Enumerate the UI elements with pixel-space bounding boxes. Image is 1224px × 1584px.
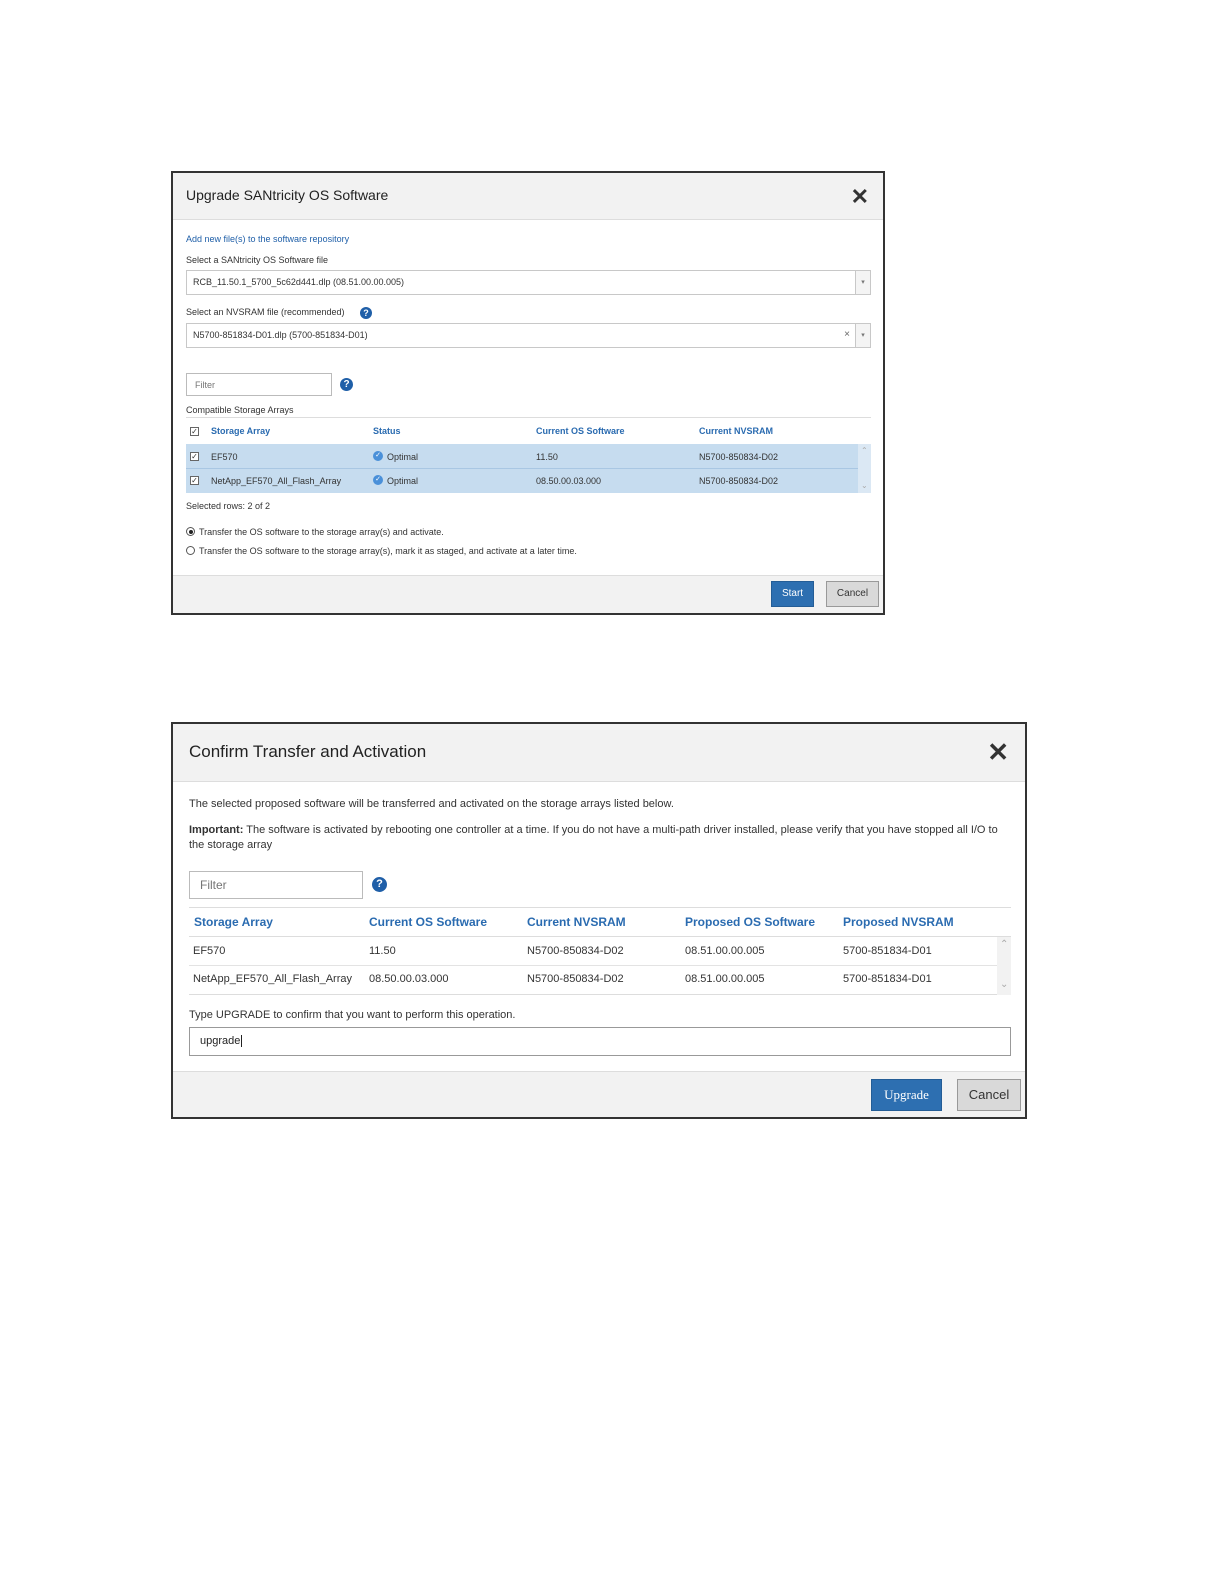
close-icon[interactable]: ✕ [987, 737, 1009, 767]
radio-activate-now-label[interactable]: Transfer the OS software to the storage array(s) and activate. [199, 527, 444, 537]
clear-icon[interactable]: × [844, 329, 850, 340]
scroll-down-icon[interactable]: ⌄ [861, 481, 868, 490]
column-header-current-os[interactable]: Current OS Software [369, 915, 488, 929]
table-row[interactable] [189, 966, 997, 995]
column-header-current-os[interactable]: Current OS Software [536, 426, 625, 436]
cell-current-os: 11.50 [369, 945, 396, 957]
radio-stage-activate-later-label[interactable]: Transfer the OS software to the storage array(s), mark it as staged, and activate at a later time. [199, 546, 577, 556]
confirm-prompt: Type UPGRADE to confirm that you want to perform this operation. [189, 1009, 516, 1021]
important-text: The software is activated by rebooting one controller at a time. If you do not have a multi-path driver installed, please verify that you have stopped all I/O to the storage array [189, 824, 998, 851]
close-icon[interactable]: ✕ [850, 184, 869, 209]
table-scrollbar[interactable] [997, 937, 1011, 995]
table-row[interactable] [186, 469, 858, 493]
cell-proposed-os: 08.51.00.00.005 [685, 945, 765, 957]
scroll-up-icon[interactable]: ⌃ [861, 446, 868, 455]
help-icon[interactable]: ? [360, 307, 372, 319]
cell-current-nvsram: N5700-850834-D02 [527, 945, 624, 957]
chevron-down-icon[interactable]: ▾ [855, 324, 870, 347]
row-checkbox[interactable]: ✓ [191, 452, 198, 461]
filter-input[interactable] [186, 373, 332, 396]
cell-storage-array: NetApp_EF570_All_Flash_Array [211, 476, 342, 486]
help-icon[interactable]: ? [372, 877, 387, 892]
radio-activate-now[interactable] [186, 527, 195, 536]
dialog-header [173, 724, 1025, 782]
column-header-storage-array[interactable]: Storage Array [211, 426, 271, 436]
scroll-down-icon[interactable]: ⌄ [1000, 979, 1009, 990]
important-note [189, 823, 1011, 853]
table-row[interactable] [189, 937, 997, 966]
dialog-title: Upgrade SANtricity OS Software [186, 187, 389, 203]
cell-current-os: 11.50 [536, 452, 558, 462]
select-all-checkbox[interactable]: ✓ [191, 427, 198, 436]
confirm-transfer-dialog [171, 722, 1027, 1119]
cell-status: Optimal [387, 476, 419, 486]
upgrade-button[interactable]: Upgrade [871, 1079, 942, 1111]
dialog-footer [173, 575, 883, 613]
cell-storage-array: EF570 [211, 452, 238, 462]
row-checkbox[interactable]: ✓ [191, 476, 198, 485]
help-icon[interactable]: ? [340, 378, 353, 391]
software-file-label: Select a SANtricity OS Software file [186, 255, 329, 265]
software-file-select[interactable] [186, 270, 871, 295]
column-header-current-nvsram[interactable]: Current NVSRAM [527, 915, 626, 929]
cell-current-os: 08.50.00.03.000 [536, 476, 602, 486]
table-divider [186, 417, 871, 418]
nvsram-label: Select an NVSRAM file (recommended) [186, 307, 345, 317]
cancel-button[interactable]: Cancel [957, 1079, 1021, 1111]
cell-proposed-os: 08.51.00.00.005 [685, 973, 765, 985]
upgrade-software-dialog [171, 171, 885, 615]
table-row[interactable] [186, 444, 858, 468]
check-circle-icon: ✓ [373, 475, 383, 485]
dialog-footer [173, 1071, 1025, 1117]
check-circle-icon: ✓ [373, 451, 383, 461]
filter-input[interactable] [189, 871, 363, 899]
cell-storage-array: EF570 [193, 945, 226, 957]
software-file-value: RCB_11.50.1_5700_5c62d441.dlp (08.51.00.00.005) [193, 277, 405, 287]
important-prefix: Important: [189, 824, 244, 836]
cell-status: Optimal [387, 452, 419, 462]
nvsram-value: N5700-851834-D01.dlp (5700-851834-D01) [193, 330, 368, 340]
cell-proposed-nvsram: 5700-851834-D01 [843, 973, 932, 985]
start-button[interactable]: Start [771, 581, 814, 607]
table-scrollbar[interactable] [858, 444, 871, 493]
cell-storage-array: NetApp_EF570_All_Flash_Array [193, 973, 352, 985]
column-header-proposed-os[interactable]: Proposed OS Software [685, 915, 816, 929]
cell-current-nvsram: N5700-850834-D02 [527, 973, 624, 985]
dialog-header [173, 173, 883, 220]
column-header-status[interactable]: Status [373, 426, 401, 436]
nvsram-select[interactable] [186, 323, 871, 348]
column-header-proposed-nvsram[interactable]: Proposed NVSRAM [843, 915, 954, 929]
intro-text: The selected proposed software will be transferred and activated on the storage arrays listed below. [189, 798, 674, 810]
confirm-input-value: upgrade [200, 1035, 241, 1047]
confirm-input[interactable] [189, 1027, 1011, 1056]
column-header-storage-array[interactable]: Storage Array [194, 915, 273, 929]
chevron-down-icon[interactable]: ▾ [855, 271, 870, 294]
scroll-up-icon[interactable]: ⌃ [1000, 939, 1009, 950]
add-files-link[interactable]: Add new file(s) to the software repository [186, 234, 350, 244]
column-header-current-nvsram[interactable]: Current NVSRAM [699, 426, 774, 436]
cell-proposed-nvsram: 5700-851834-D01 [843, 945, 932, 957]
dialog-title: Confirm Transfer and Activation [189, 742, 427, 761]
cancel-button[interactable]: Cancel [826, 581, 879, 607]
radio-stage-activate-later[interactable] [186, 546, 195, 555]
cell-current-os: 08.50.00.03.000 [369, 973, 449, 985]
compatible-arrays-label: Compatible Storage Arrays [186, 405, 294, 415]
cell-current-nvsram: N5700-850834-D02 [699, 452, 779, 462]
selected-rows-count: Selected rows: 2 of 2 [186, 501, 271, 511]
cell-current-nvsram: N5700-850834-D02 [699, 476, 779, 486]
table-divider [189, 907, 1011, 908]
